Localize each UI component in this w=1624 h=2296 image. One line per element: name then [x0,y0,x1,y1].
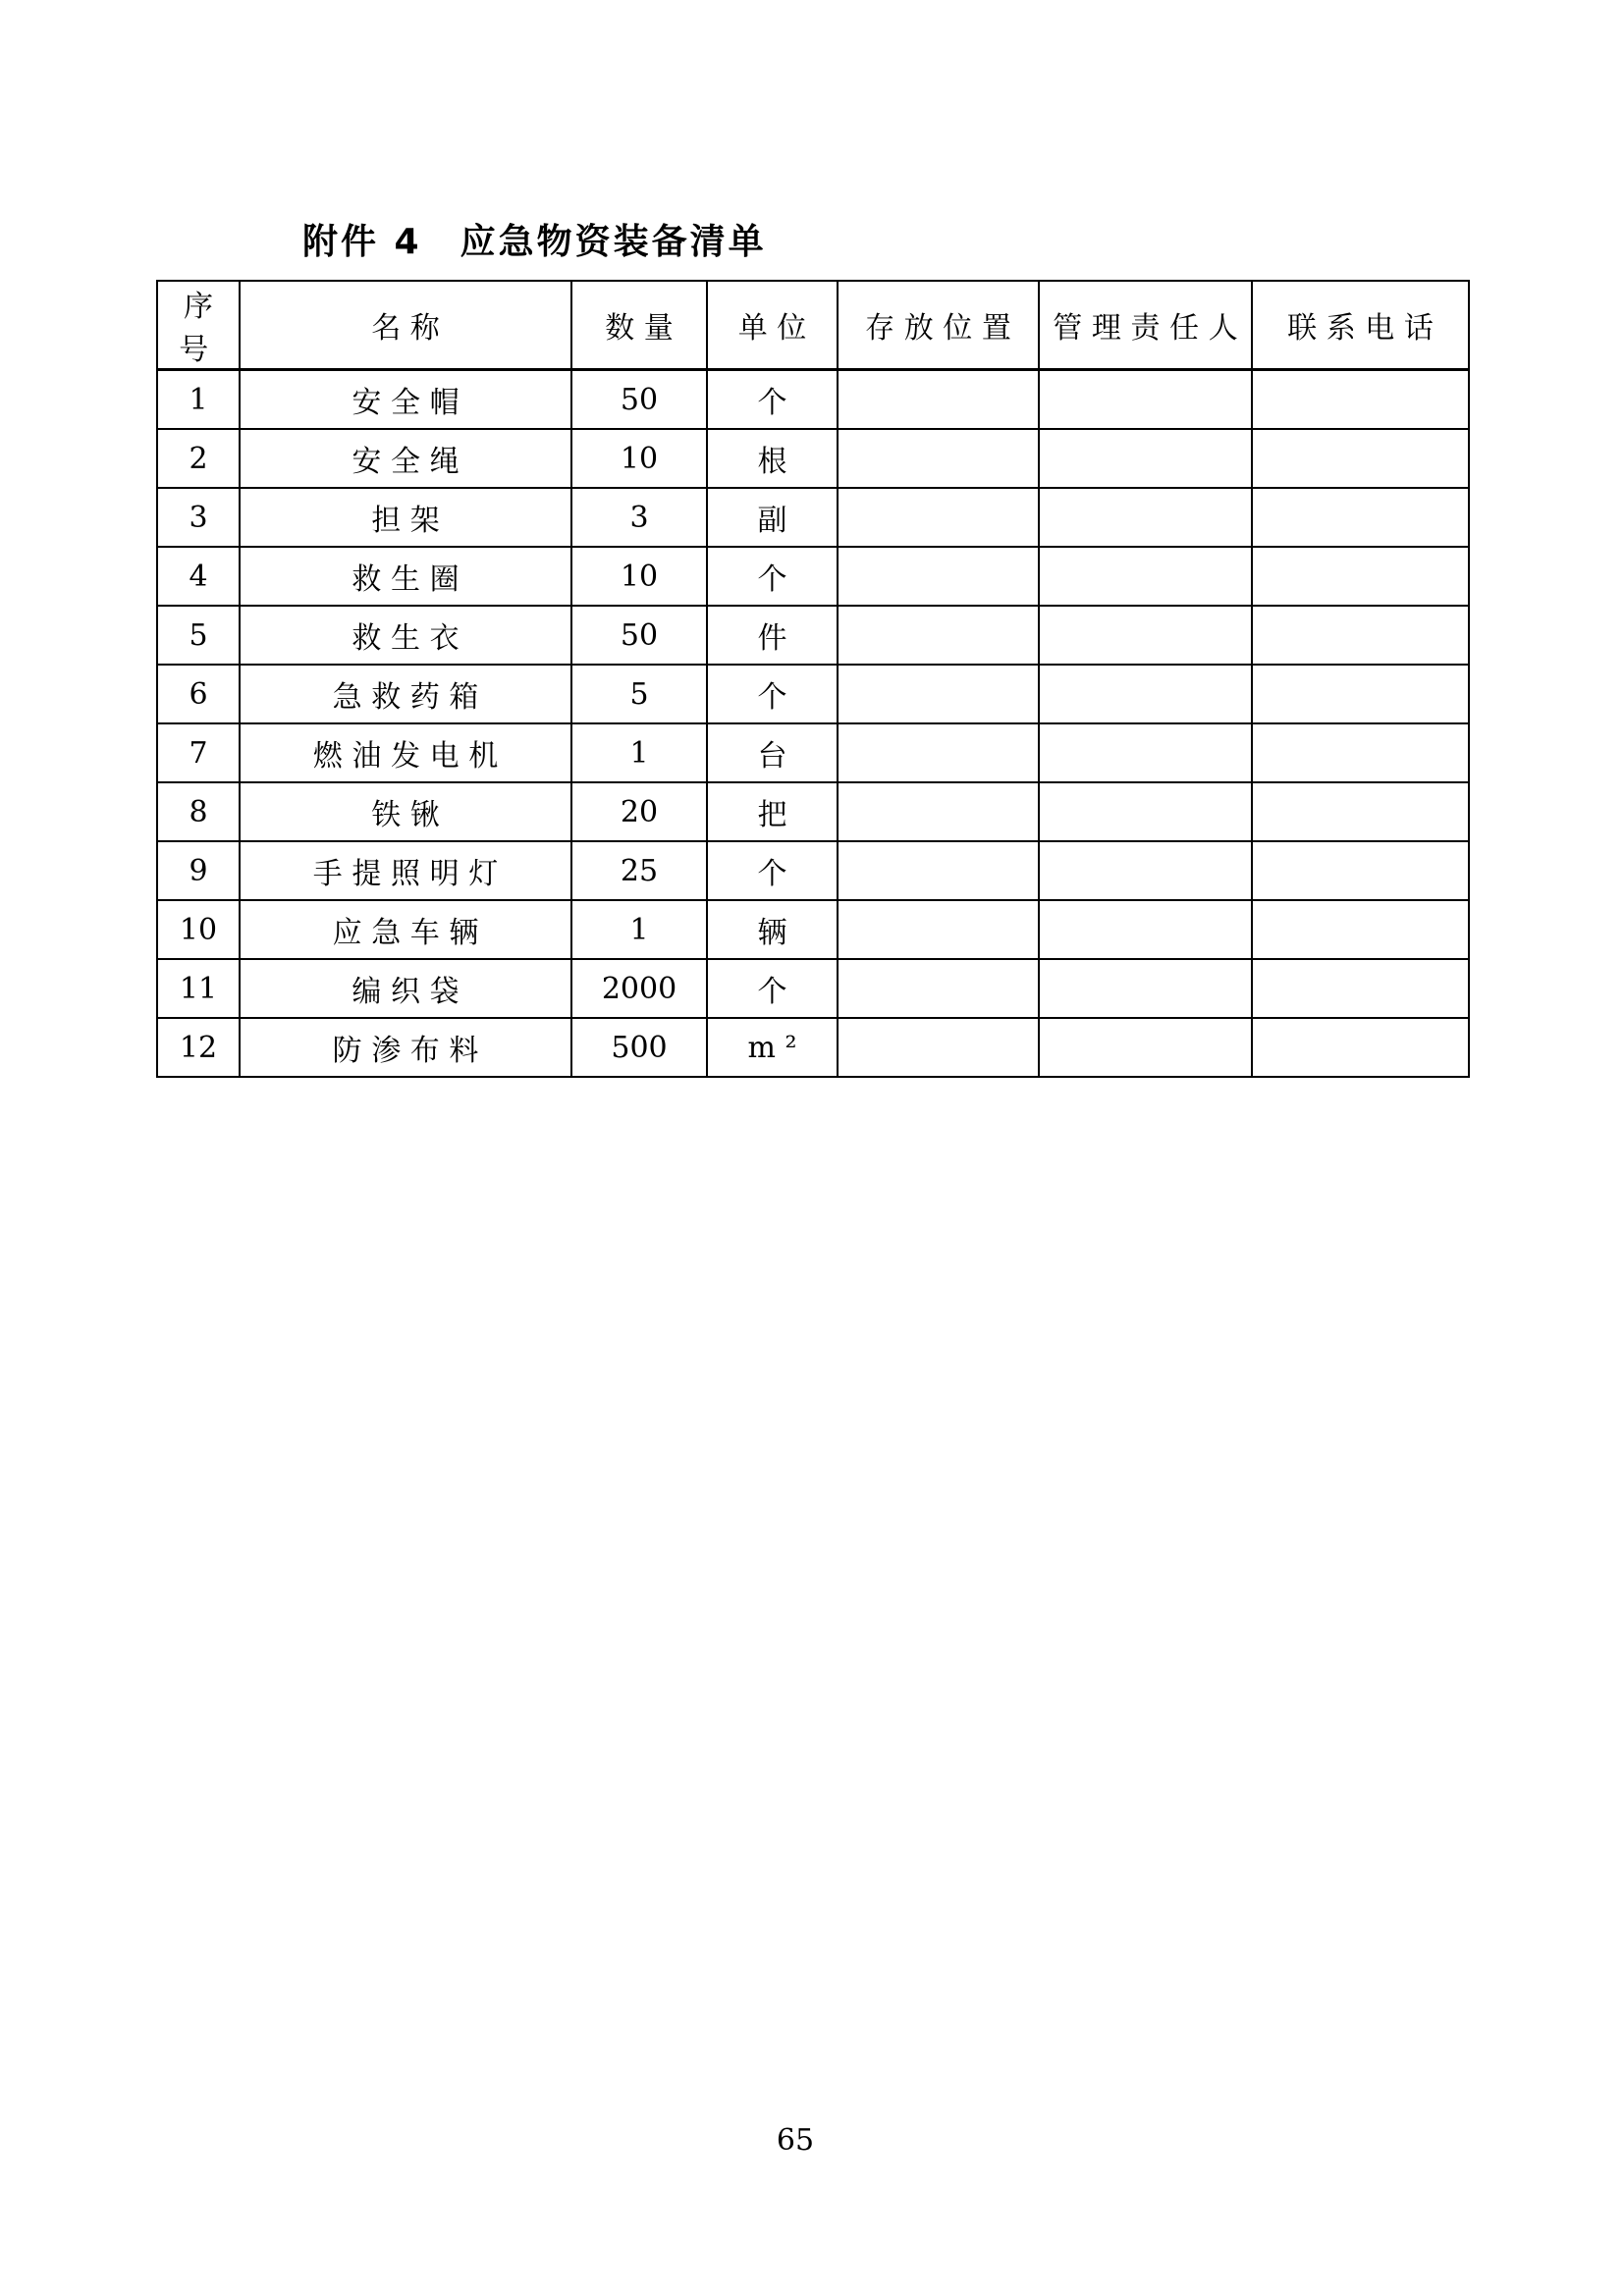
cell-phone [1252,606,1469,665]
table-row [157,959,1469,1018]
cell-name: 救生衣 [240,606,571,665]
supply-table [156,280,1470,1078]
cell-location [838,547,1039,606]
table-row [157,665,1469,723]
cell-manager [1039,723,1252,782]
cell-unit: 个 [707,665,838,723]
cell-location [838,782,1039,841]
cell-manager [1039,488,1252,547]
cell-location [838,606,1039,665]
table-row [157,429,1469,488]
cell-index: 8 [157,782,240,841]
cell-name: 编织袋 [240,959,571,1018]
table-body [157,370,1469,1078]
cell-manager [1039,900,1252,959]
table-row [157,782,1469,841]
cell-location [838,665,1039,723]
header-quantity: 数量 [571,281,707,370]
cell-location [838,723,1039,782]
cell-quantity: 50 [571,370,707,430]
cell-manager [1039,547,1252,606]
cell-phone [1252,723,1469,782]
cell-quantity: 50 [571,606,707,665]
cell-quantity: 20 [571,782,707,841]
cell-quantity: 1 [571,900,707,959]
cell-manager [1039,1018,1252,1077]
table-row [157,841,1469,900]
cell-name: 应急车辆 [240,900,571,959]
page-title: 附件 4 应急物资装备清单 [302,222,767,262]
cell-phone [1252,370,1469,430]
cell-phone [1252,841,1469,900]
cell-phone [1252,429,1469,488]
cell-location [838,900,1039,959]
table-row [157,370,1469,430]
cell-quantity: 3 [571,488,707,547]
cell-quantity: 10 [571,547,707,606]
cell-unit: 个 [707,547,838,606]
cell-unit: 个 [707,959,838,1018]
cell-index: 5 [157,606,240,665]
cell-name: 担架 [240,488,571,547]
table-header-row [157,281,1469,370]
cell-index: 12 [157,1018,240,1077]
cell-quantity: 5 [571,665,707,723]
cell-location [838,841,1039,900]
table-row [157,900,1469,959]
header-phone: 联系电话 [1252,281,1469,370]
cell-unit: 件 [707,606,838,665]
table-row [157,488,1469,547]
cell-location [838,429,1039,488]
cell-index: 2 [157,429,240,488]
cell-manager [1039,782,1252,841]
cell-unit: 根 [707,429,838,488]
cell-name: 铁锹 [240,782,571,841]
cell-index: 4 [157,547,240,606]
header-name: 名称 [240,281,571,370]
header-index: 序号 [157,281,240,370]
cell-name: 救生圈 [240,547,571,606]
table-row [157,547,1469,606]
header-location: 存放位置 [838,281,1039,370]
cell-name: 防渗布料 [240,1018,571,1077]
cell-phone [1252,488,1469,547]
cell-phone [1252,959,1469,1018]
cell-name: 安全绳 [240,429,571,488]
cell-manager [1039,370,1252,430]
cell-unit: 把 [707,782,838,841]
cell-index: 10 [157,900,240,959]
cell-manager [1039,959,1252,1018]
cell-quantity: 10 [571,429,707,488]
cell-phone [1252,782,1469,841]
cell-location [838,370,1039,430]
cell-index: 11 [157,959,240,1018]
cell-quantity: 2000 [571,959,707,1018]
cell-quantity: 1 [571,723,707,782]
cell-phone [1252,900,1469,959]
cell-phone [1252,665,1469,723]
cell-name: 安全帽 [240,370,571,430]
cell-phone [1252,1018,1469,1077]
cell-name: 手提照明灯 [240,841,571,900]
cell-location [838,488,1039,547]
cell-quantity: 25 [571,841,707,900]
cell-manager [1039,429,1252,488]
cell-location [838,1018,1039,1077]
cell-index: 1 [157,370,240,430]
cell-unit: 副 [707,488,838,547]
cell-quantity: 500 [571,1018,707,1077]
cell-manager [1039,841,1252,900]
cell-index: 3 [157,488,240,547]
cell-unit: 个 [707,841,838,900]
table-row [157,1018,1469,1077]
cell-location [838,959,1039,1018]
table-row [157,723,1469,782]
cell-unit: 辆 [707,900,838,959]
header-manager: 管理责任人 [1039,281,1252,370]
cell-phone [1252,547,1469,606]
page-number: 65 [776,2123,815,2158]
cell-unit: m² [707,1018,838,1077]
cell-manager [1039,606,1252,665]
cell-manager [1039,665,1252,723]
header-unit: 单位 [707,281,838,370]
cell-index: 6 [157,665,240,723]
cell-index: 9 [157,841,240,900]
cell-index: 7 [157,723,240,782]
cell-name: 燃油发电机 [240,723,571,782]
cell-unit: 台 [707,723,838,782]
table-row [157,606,1469,665]
cell-unit: 个 [707,370,838,430]
cell-name: 急救药箱 [240,665,571,723]
